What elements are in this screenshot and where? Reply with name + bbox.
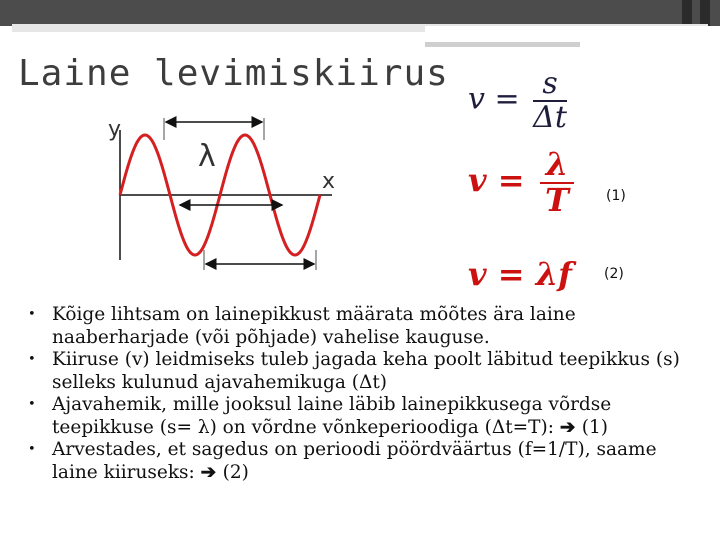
- bullet-item: • Arvestades, et sagedus on perioodi pöördväärtus (f=1/T), saame laine kiiruseks: ➔ (2): [28, 439, 657, 483]
- formula-wavelength-period: v = $\frac{\lambda}{T}$: [468, 148, 574, 217]
- top-bar-line: [425, 42, 580, 47]
- bullet-list: [24, 304, 704, 484]
- bullet-item: • Kõige lihtsam on lainepikkust määrata mõõtes ära laine naaberharjade (või põhjade) vahelise kauguse.: [28, 304, 576, 348]
- top-bar: [0, 0, 720, 26]
- top-bar-accent: [425, 26, 720, 40]
- bullet-dot-icon: •: [28, 442, 36, 457]
- bullet-dot-icon: •: [28, 352, 36, 367]
- formula-wavelength-frequency: v = λf: [468, 255, 572, 293]
- right-arrow-icon: ➔: [559, 416, 582, 438]
- bullet-item: • Ajavahemik, mille jooksul laine läbib lainepikkusega võrdse teepikkuse (s= λ) on võrdne võnkeperioodiga (Δt=T): ➔ (1): [28, 394, 612, 438]
- y-axis-label: y: [108, 117, 122, 142]
- equation-tag-2: (2): [604, 266, 624, 282]
- formula-distance-time: v = $\frac{s}{\Delta t}$: [468, 66, 567, 135]
- bullet-dot-icon: •: [28, 307, 36, 322]
- x-axis-label: x: [322, 169, 336, 194]
- right-arrow-icon: ➔: [200, 461, 223, 483]
- equation-tag-1: (1): [606, 188, 626, 204]
- slide-title: Laine levimiskiirus: [18, 53, 449, 94]
- wavelength-label: λ: [198, 139, 216, 174]
- bullet-item: • Kiiruse (v) leidmiseks tuleb jagada keha poolt läbitud teepikkus (s) selleks kulunud ajavahemikuga (Δt): [28, 349, 680, 393]
- bullet-dot-icon: •: [28, 397, 36, 412]
- wave-diagram: [92, 108, 342, 273]
